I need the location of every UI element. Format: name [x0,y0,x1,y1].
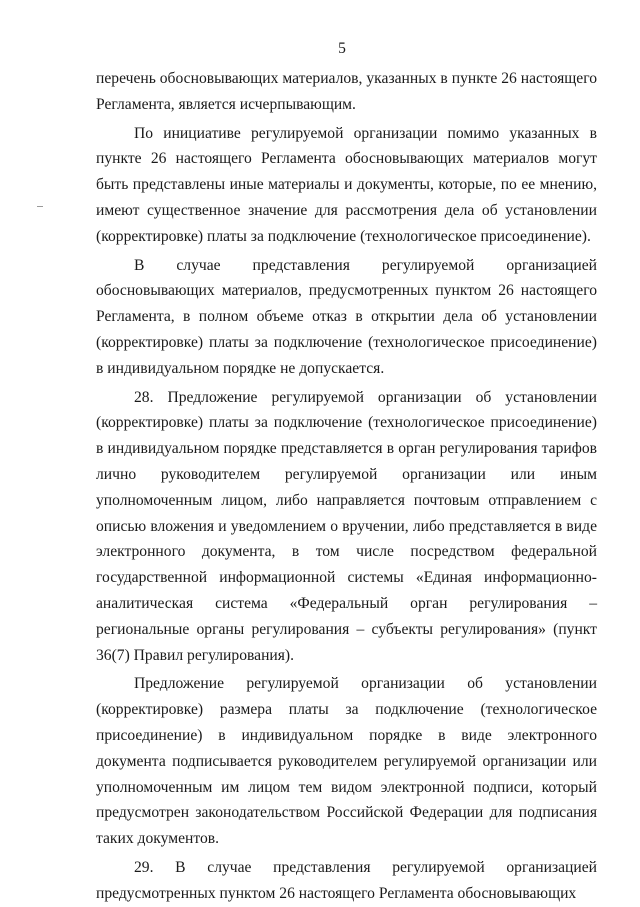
paragraph-29: 29. В случае представления регулируемой организацией предусмотренных пунктом 26 настоящего Регламента обосновывающих [96,858,597,902]
paragraph-full-volume: В случае представления регулируемой организацией обосновывающих материалов, предусмотренных пунктом 26 настоящего Регламента, в полном объеме отказ в открытии дела об установлении (корректировке) платы за подключение (технологическое присоединение) в индивидуальном порядке не допускается. [96,256,597,377]
paragraph-28: 28. Предложение регулируемой организации об установлении (корректировке) платы за подключение (технологическое присоединение) в индивидуальном порядке представляется в орган регулирования тарифов лично руководителем регулируемой организации или иным уполномоченным лицом, либо направляется почтовым отправлением с описью вложения и уведомлением о вручении, либо представляется в виде электронного документа, в том числе посредством федеральной государственной информационной системы «Единая информационно-аналитическая система «Федеральный орган регулирования – региональные органы регулирования – субъекты регулирования» (пункт 36(7) Правил регулирования). [96,388,597,664]
paragraph-initiative: По инициативе регулируемой организации помимо указанных в пункте 26 настоящего Регламента обосновывающих материалов могут быть представлены иные материалы и документы, которые, по ее мнению, имеют существенное значение для рассмотрения дела об установлении (корректировке) платы за подключение (технологическое присоединение). [96,124,597,245]
paragraph-continuation: перечень обосновывающих материалов, указанных в пункте 26 настоящего Регламента, является исчерпывающим. [96,70,597,113]
document-body [96,66,597,907]
margin-mark [37,206,43,207]
page-number: 5 [338,40,346,57]
paragraph-electronic-signature: Предложение регулируемой организации об установлении (корректировке) размера платы за подключение (технологическое присоединение) в индивидуальном порядке в виде электронного документа подписывается руководителем регулируемой организации или уполномоченным им лицом тем видом электронной подписи, который предусмотрен законодательством Российской Федерации для подписания таких документов. [96,675,597,848]
